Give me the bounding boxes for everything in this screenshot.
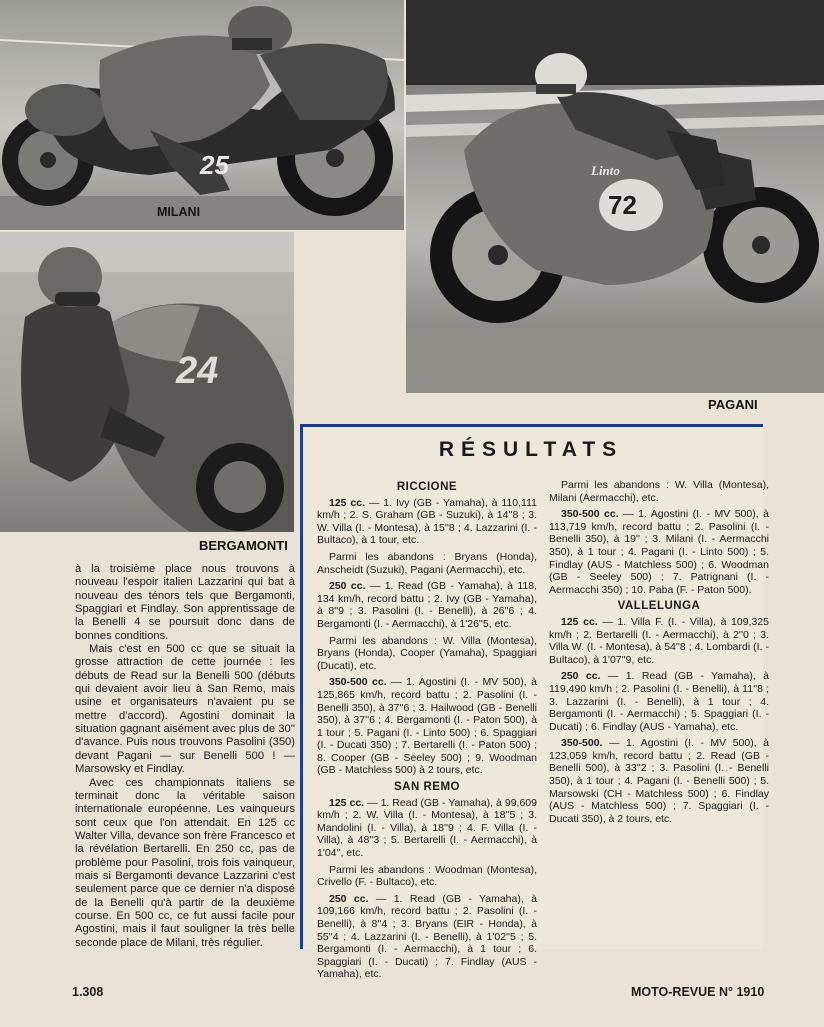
race-heading-sanremo: SAN REMO (394, 781, 460, 794)
pagani-race-number: 72 (608, 190, 637, 220)
result-sanremo-350-500 (549, 508, 769, 596)
abandons-riccione-250: Parmi les abandons : W. Villa (Montesa), Bryans (Honda), Cooper (Yamaha), Spaggiari (Ducati), etc. (317, 634, 537, 672)
article-body (75, 563, 295, 950)
article-paragraph: Avec ces championnats italiens se terminait donc la véritable saison internationale européenne. Les vainqueurs sont ceux que l'on attendait. En 125 cc Walter Villa, devance son frère Francesco et la révélation Bertarelli. En 250 cc, pas de problème pour Pasolini, trois fois vainqueur, mais si Bergamonti devance Lazzarini c'est seulement parce que ce dernier n'a disposé de la Benelli qu'à partir de la deuxième course. En 500 cc, ce fut aussi facile pour Agostini, mais il faut souligner la très belle seconde place de Milani, très régulier. (75, 776, 295, 949)
class-label: 250 cc. (561, 670, 601, 683)
class-label: 350-500 cc. (329, 676, 387, 689)
result-vallelunga-125 (549, 616, 769, 666)
article-paragraph: Mais c'est en 500 cc que se situait la grosse attraction de cette journée : les débuts de Read sur la Benelli 500 (débuts qui devaient avoir lieu à San Remo, mais usine et organisateurs n'avaient pu se mettre d'accord). Agostini dominait la situation gagnant aisément avec plus de 30'' d'avance. Puis nous trouvons Pasolini (350) devant Pagani — sur Benelli 500 ! — Marsowsky et Findlay. (75, 643, 295, 776)
result-vallelunga-350-500 (549, 737, 769, 825)
result-text: — 1. Agostini (I. - MV 500), à 125,865 km/h, record battu ; 2. Pasolini (I. - Benelli 350), à 37''6 ; 3. Hailwood (GB - Benelli 350), à 37''6 ; 4. Bergamonti (I. - Paton 500), à 1 tour ; 5. Pagani (I. - Linto 500) ; 6. Spaggiari (I. - Ducati 350) ; 7. Bertarelli (I. - Paton 500) ; 8. Cooper (GB - Seeley 500) ; 9. Woodman (GB - Matchless 500) à 2 tours, etc. (317, 676, 537, 777)
result-text: — 1. Read (GB - Yamaha), à 119,490 km/h ; 2. Pasolini (I. - Benelli), à 11''8 ; 3. Lazzarini (I. - Benelli), à 1 tour ; 4. Bergamonti (I. - Aermacchi) ; 5. Spaggiari (I. - Ducati) ; 6. Findlay (AUS - Yamaha), etc. (549, 670, 769, 733)
result-text: — 1. Agostini (I. - MV 500), à 113,719 km/h, record battu ; 2. Pasolini (I. - Benelli 350), à 19'' ; 3. Milani (I. - Aermacchi 350), à 1 tour ; 4. Pagani (I. - Linto 500) ; 5. Findlay (AUS - Matchless 500) ; 6. Woodman (GB - Seeley 500) ; 7. Patrignani (I. - Aermacchi 350) ; 10. Paba (F. - Paton 500). (549, 508, 769, 596)
class-label: 350-500. (561, 737, 603, 750)
milani-race-number: 25 (200, 150, 229, 180)
result-sanremo-250-start (317, 893, 537, 981)
class-label: 125 cc. (561, 615, 598, 628)
result-riccione-125 (317, 497, 537, 547)
class-label: 125 cc. (329, 496, 366, 509)
result-text: — 1. Villa F. (I. - Villa), à 109,325 km/h ; 2. Bertarelli (I. - Aermacchi), à 2''0 ; 3. Villa W. (I. - Montesa), à 54''8 ; 4. Lombardi (I. - Bultaco), à 1'07''9, etc. (549, 615, 769, 666)
result-vallelunga-250 (549, 670, 769, 733)
pagani-fairing-brand: Linto (591, 163, 620, 178)
class-label: 250 cc. (329, 580, 366, 593)
photo-bergamonti (0, 232, 294, 532)
race-heading-riccione: RICCIONE (396, 481, 458, 493)
class-label: 250 cc. (329, 892, 369, 905)
caption-bergamonti: BERGAMONTI (199, 538, 288, 553)
result-riccione-250 (317, 580, 537, 630)
result-sanremo-125 (317, 797, 537, 860)
page-number: 1.308 (72, 985, 104, 999)
abandons-riccione-125: Parmi les abandons : Bryans (Honda), Anscheidt (Suzuki), Pagani (Aermacchi), etc. (317, 550, 537, 576)
result-text: — 1. Ivy (GB - Yamaha), à 110,111 km/h ; 2. S. Graham (GB - Suzuki), à 14''8 ; 3. W. Villa (I. - Montesa), à 15''8 ; 4. Lazzarini (I. - Bultaco), à 1 tour, etc. (317, 496, 537, 547)
bergamonti-race-number: 24 (176, 350, 219, 392)
abandons-sanremo-125: Parmi les abandons : Woodman (Montesa), Crivello (F. - Bultaco), etc. (317, 863, 537, 889)
class-label: 350-500 cc. (561, 508, 619, 521)
caption-milani: MILANI (157, 205, 201, 219)
photo-milani (0, 0, 404, 230)
results-column-2 (549, 479, 769, 829)
race-heading-vallelunga: VALLELUNGA (617, 600, 701, 613)
result-riccione-350-500 (317, 676, 537, 777)
result-text: — 1. Read (GB - Yamaha), à 118, 134 km/h, record battu ; 2. Ivy (GB - Yamaha), à 8''9 ; 3. Pasolini (I. - Benelli), à 26''6 ; 4. Bergamonti (I. - Aermacchi), à 1'26''5, etc. (317, 580, 537, 630)
abandons-sanremo-250: Parmi les abandons : W. Villa (Montesa), Milani (Aermacchi), etc. (549, 479, 769, 504)
result-text: — 1. Read (GB - Yamaha), à 109,166 km/h, record battu ; 2. Pasolini (I. - Benelli), à 8''4 ; 3. Bryans (EIR - Honda), à 55''4 ; 4. Lazzarini (I. - Benelli), à 1'02''5 ; 5. Bergamonti (I. - Aermacchi), à 1 tour ; 6. Spaggiari (I. - Ducati) ; 7. Findlay (AUS - Yamaha), etc. (317, 892, 537, 981)
caption-pagani: PAGANI (708, 397, 758, 412)
results-column-1 (317, 479, 537, 985)
results-title: RÉSULTATS (438, 438, 624, 461)
class-label: 125 cc. (329, 796, 365, 809)
result-text: — 1. Read (GB - Yamaha), à 99,609 km/h ; 2. W. Villa (I. - Montesa), à 18''5 ; 3. Mandolini (I. - Villa), à 18''9 ; 4. F. Villa (I. - Villa), à 48''3 ; 5. Bertarelli (I. - Aermacchi), à 1'04'', etc. (317, 796, 537, 860)
photo-pagani (406, 0, 824, 393)
result-text: — 1. Agostini (I. - MV 500), à 123,059 km/h, record battu ; 2. Read (GB - Benelli 500), à 33''2 ; 3. Pasolini (I. - Benelli 350), à 1 tour ; 4. Pagani (I. - Benelli 500) ; 5. Marsowski (CH - Matchless 500) ; 6. Findlay (AUS - Matchless 500) ; 7. Spaggiari (I. - Ducati 350), à 2 tours, etc. (549, 737, 769, 825)
article-paragraph: à la troisième place nous trouvons à nouveau l'espoir italien Lazzarini qui bat à nouveau des ténors tels que Bergamonti, Spaggiari et Findlay. Son apprentissage de la Benelli 4 se poursuit donc dans de bonnes conditions. (75, 563, 295, 642)
magazine-issue: MOTO-REVUE N° 1910 (631, 985, 765, 999)
